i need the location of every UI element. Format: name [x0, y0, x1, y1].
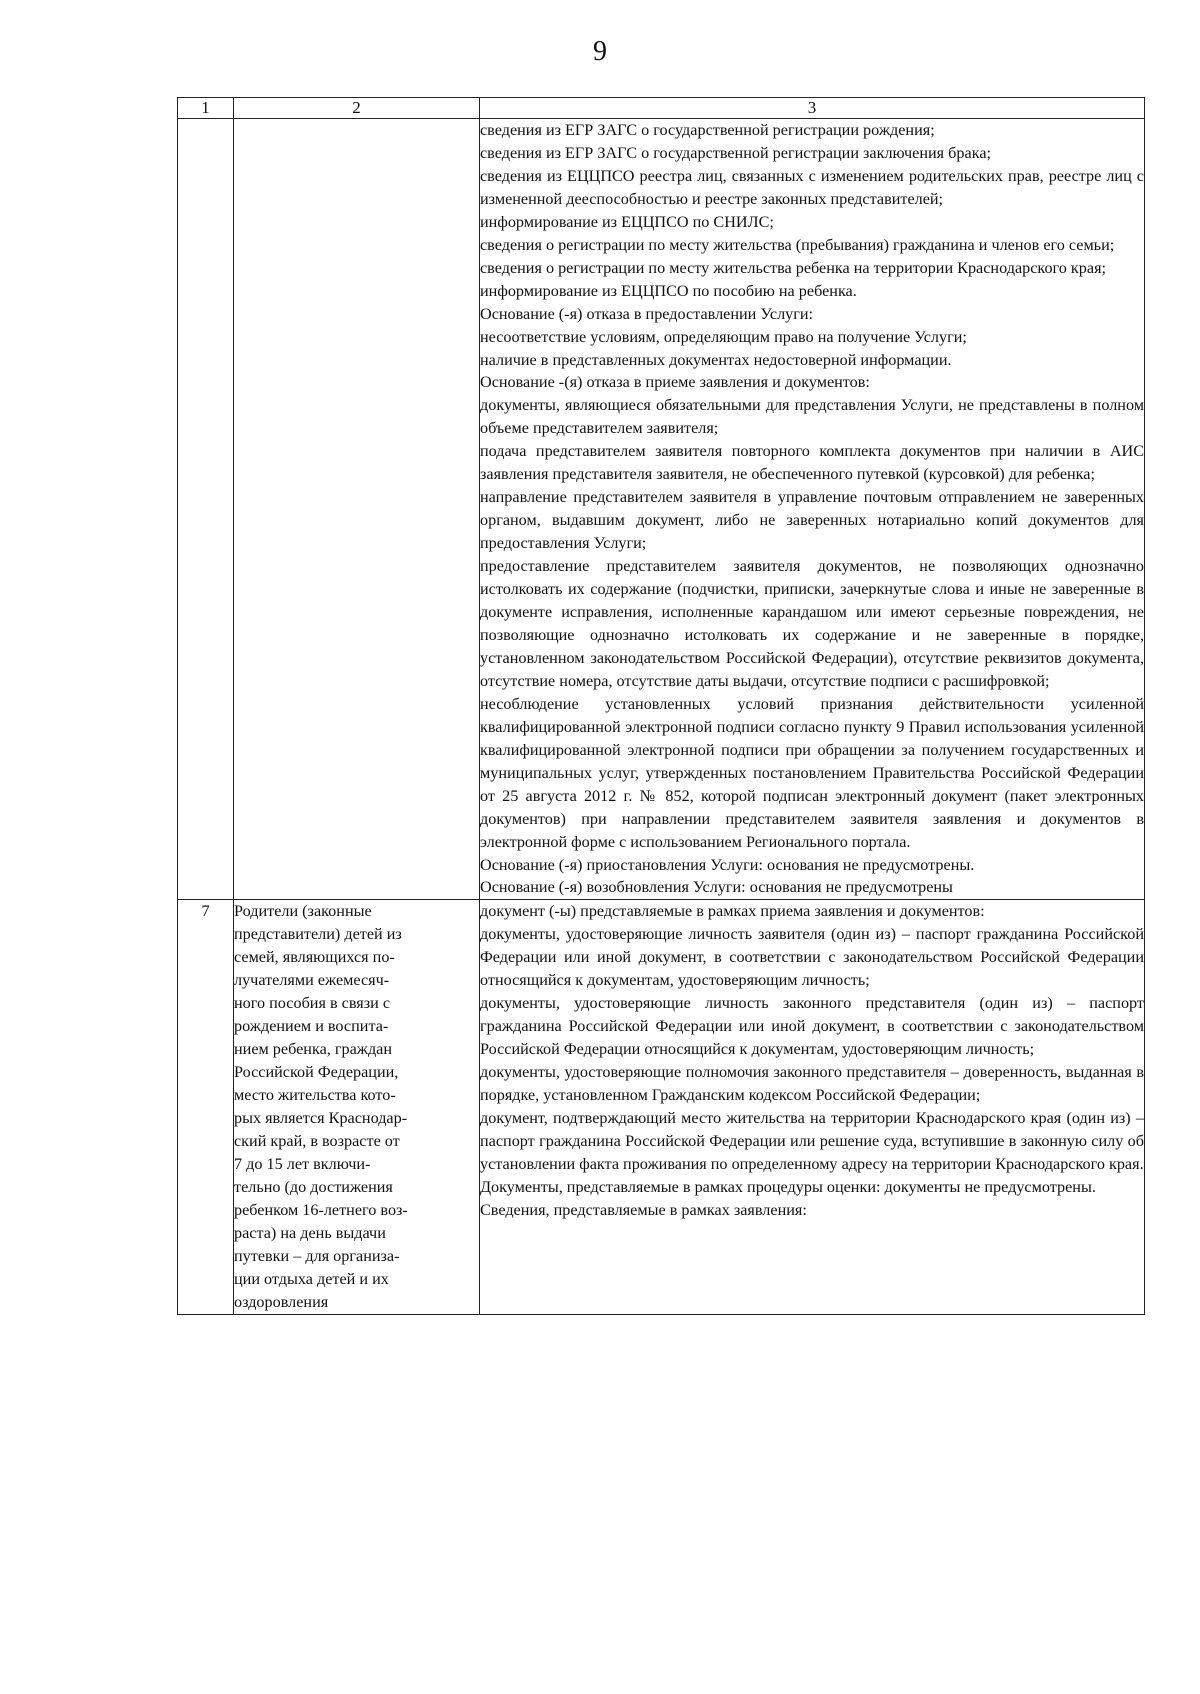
- content-paragraph: сведения о регистрации по месту жительства ребенка на территории Краснодарского края;: [480, 258, 1107, 277]
- page-number: 9: [593, 36, 607, 67]
- table-row: [178, 900, 1145, 1314]
- content-paragraph: Документы, представляемые в рамках процедуры оценки: документы не предусмотрены.: [480, 1177, 1096, 1196]
- content-paragraph: несоблюдение установленных условий признания действительности усиленной квалифицированной электронной подписи согласно пункту 9 Правил использования усиленной квалифицированной электронной подписи при обращении за получением государственных и муниципальных услуг, утвержденных постановлением Правительства Российской Федерации от 25 августа 2012 г. № 852, которой подписан электронный документ (пакет электронных документов) при направлении представителем заявителя заявления и документов в электронной форме с использованием Регионального портала.: [480, 694, 1144, 851]
- content-cell: [480, 900, 1145, 1314]
- recipients-line: рождением и воспита-: [234, 1017, 389, 1036]
- content-cell: [480, 119, 1145, 900]
- content-paragraph: документ, подтверждающий место жительства на территории Краснодарского края (один из) – паспорт гражданина Российской Федерации или решение суда, вступившие в законную силу об установлении факта проживания по определенному адресу на территории Краснодарского края.: [480, 1108, 1144, 1173]
- recipients-line: Российской Федерации,: [234, 1063, 399, 1082]
- content-paragraph: информирование из ЕЦЦПСО по пособию на ребенка.: [480, 281, 857, 300]
- recipients-line: лучателями ежемесяч-: [234, 971, 390, 990]
- table-row: [178, 119, 1145, 900]
- content-paragraph: документы, являющиеся обязательными для представления Услуги, не представлены в полном объеме представителем заявителя;: [480, 396, 1144, 438]
- recipients-line: ции отдыха детей и их: [234, 1269, 389, 1288]
- recipients-line: путевки – для организа-: [234, 1246, 400, 1265]
- content-paragraph: Основание (-я) отказа в предоставлении Услуги:: [480, 304, 814, 323]
- content-paragraph: сведения о регистрации по месту жительства (пребывания) гражданина и членов его семьи;: [480, 235, 1115, 254]
- content-paragraph: документы, удостоверяющие личность заявителя (один из) – паспорт гражданина Российской Федерации или иной документ, в соответствии с законодательством Российской Федерации относящийся к документам, удостоверяющим личность;: [480, 925, 1144, 990]
- content-paragraph: направление представителем заявителя в управление почтовым отправлением не заверенных органом, выдавшим документ, либо не заверенных нотариально копий документов для предоставления Услуги;: [480, 488, 1144, 553]
- content-paragraph: Основание (-я) возобновления Услуги: основания не предусмотрены: [480, 878, 953, 897]
- content-paragraph: наличие в представленных документах недостоверной информации.: [480, 350, 952, 369]
- content-paragraph: сведения из ЕГР ЗАГС о государственной регистрации рождения;: [480, 121, 935, 139]
- column-header: 3: [480, 98, 1145, 119]
- recipients-line: место жительства кото-: [234, 1086, 396, 1105]
- recipients-cell: [234, 900, 480, 1314]
- content-paragraph: Основание (-я) приостановления Услуги: основания не предусмотрены.: [480, 855, 975, 874]
- content-paragraph: Сведения, представляемые в рамках заявления:: [480, 1200, 807, 1219]
- content-paragraph: документ (-ы) представляемые в рамках приема заявления и документов:: [480, 902, 985, 921]
- table-header-row: [178, 98, 1145, 119]
- recipients-line: нием ребенка, граждан: [234, 1040, 393, 1059]
- recipients-line: представители) детей из: [234, 925, 402, 944]
- content-paragraph: документы, удостоверяющие личность законного представителя (один из) – паспорт гражданина Российской Федерации или иной документ, в соответствии с законодательством Российской Федерации относящийся к документам, удостоверяющим личность;: [480, 994, 1144, 1059]
- recipients-line: 7 до 15 лет включи-: [234, 1154, 371, 1173]
- content-paragraph: информирование из ЕЦЦПСО по СНИЛС;: [480, 212, 774, 231]
- services-table: [177, 97, 1145, 1315]
- content-paragraph: несоответствие условиям, определяющим право на получение Услуги;: [480, 327, 967, 346]
- recipients-line: оздоровления: [234, 1292, 329, 1311]
- recipients-line: ного пособия в связи с: [234, 994, 391, 1013]
- content-paragraph: сведения из ЕЦЦПСО реестра лиц, связанных с изменением родительских прав, реестре лиц с измененной дееспособностью и реестре законных представителей;: [480, 166, 1144, 208]
- recipients-line: раста) на день выдачи: [234, 1223, 386, 1242]
- recipients-line: семей, являющихся по-: [234, 948, 395, 967]
- row-number-cell: 7: [178, 900, 234, 1314]
- content-paragraph: документы, удостоверяющие полномочия законного представителя – доверенность, выданная в порядке, установленном Гражданским кодексом Российской Федерации;: [480, 1063, 1144, 1105]
- column-header: 1: [178, 98, 234, 119]
- recipients-line: Родители (законные: [234, 902, 372, 921]
- recipients-line: тельно (до достижения: [234, 1177, 393, 1196]
- content-paragraph: подача представителем заявителя повторного комплекта документов при наличии в АИС заявления представителя заявителя, не обеспеченного путевкой (курсовкой) для ребенка;: [480, 442, 1144, 484]
- recipients-line: ребенком 16-летнего воз-: [234, 1200, 408, 1219]
- content-paragraph: Основание -(я) отказа в приеме заявления и документов:: [480, 373, 870, 392]
- row-number-cell: [178, 119, 234, 900]
- recipients-line: ский край, в возрасте от: [234, 1131, 400, 1150]
- column-header: 2: [234, 98, 480, 119]
- content-paragraph: предоставление представителем заявителя документов, не позволяющих однозначно истолковать их содержание (подчистки, приписки, зачеркнутые слова и иные не заверенные в документе исправления, исполненные карандашом или имеют серьезные повреждения, не позволяющие однозначно истолковать их содержание и не заверенные в порядке, установленном законодательством Российской Федерации), отсутствие реквизитов документа, отсутствие номера, отсутствие даты выдачи, отсутствие подписи с расшифровкой;: [480, 557, 1144, 690]
- content-paragraph: сведения из ЕГР ЗАГС о государственной регистрации заключения брака;: [480, 143, 991, 162]
- recipients-line: рых является Краснодар-: [234, 1108, 408, 1127]
- recipients-cell: [234, 119, 480, 900]
